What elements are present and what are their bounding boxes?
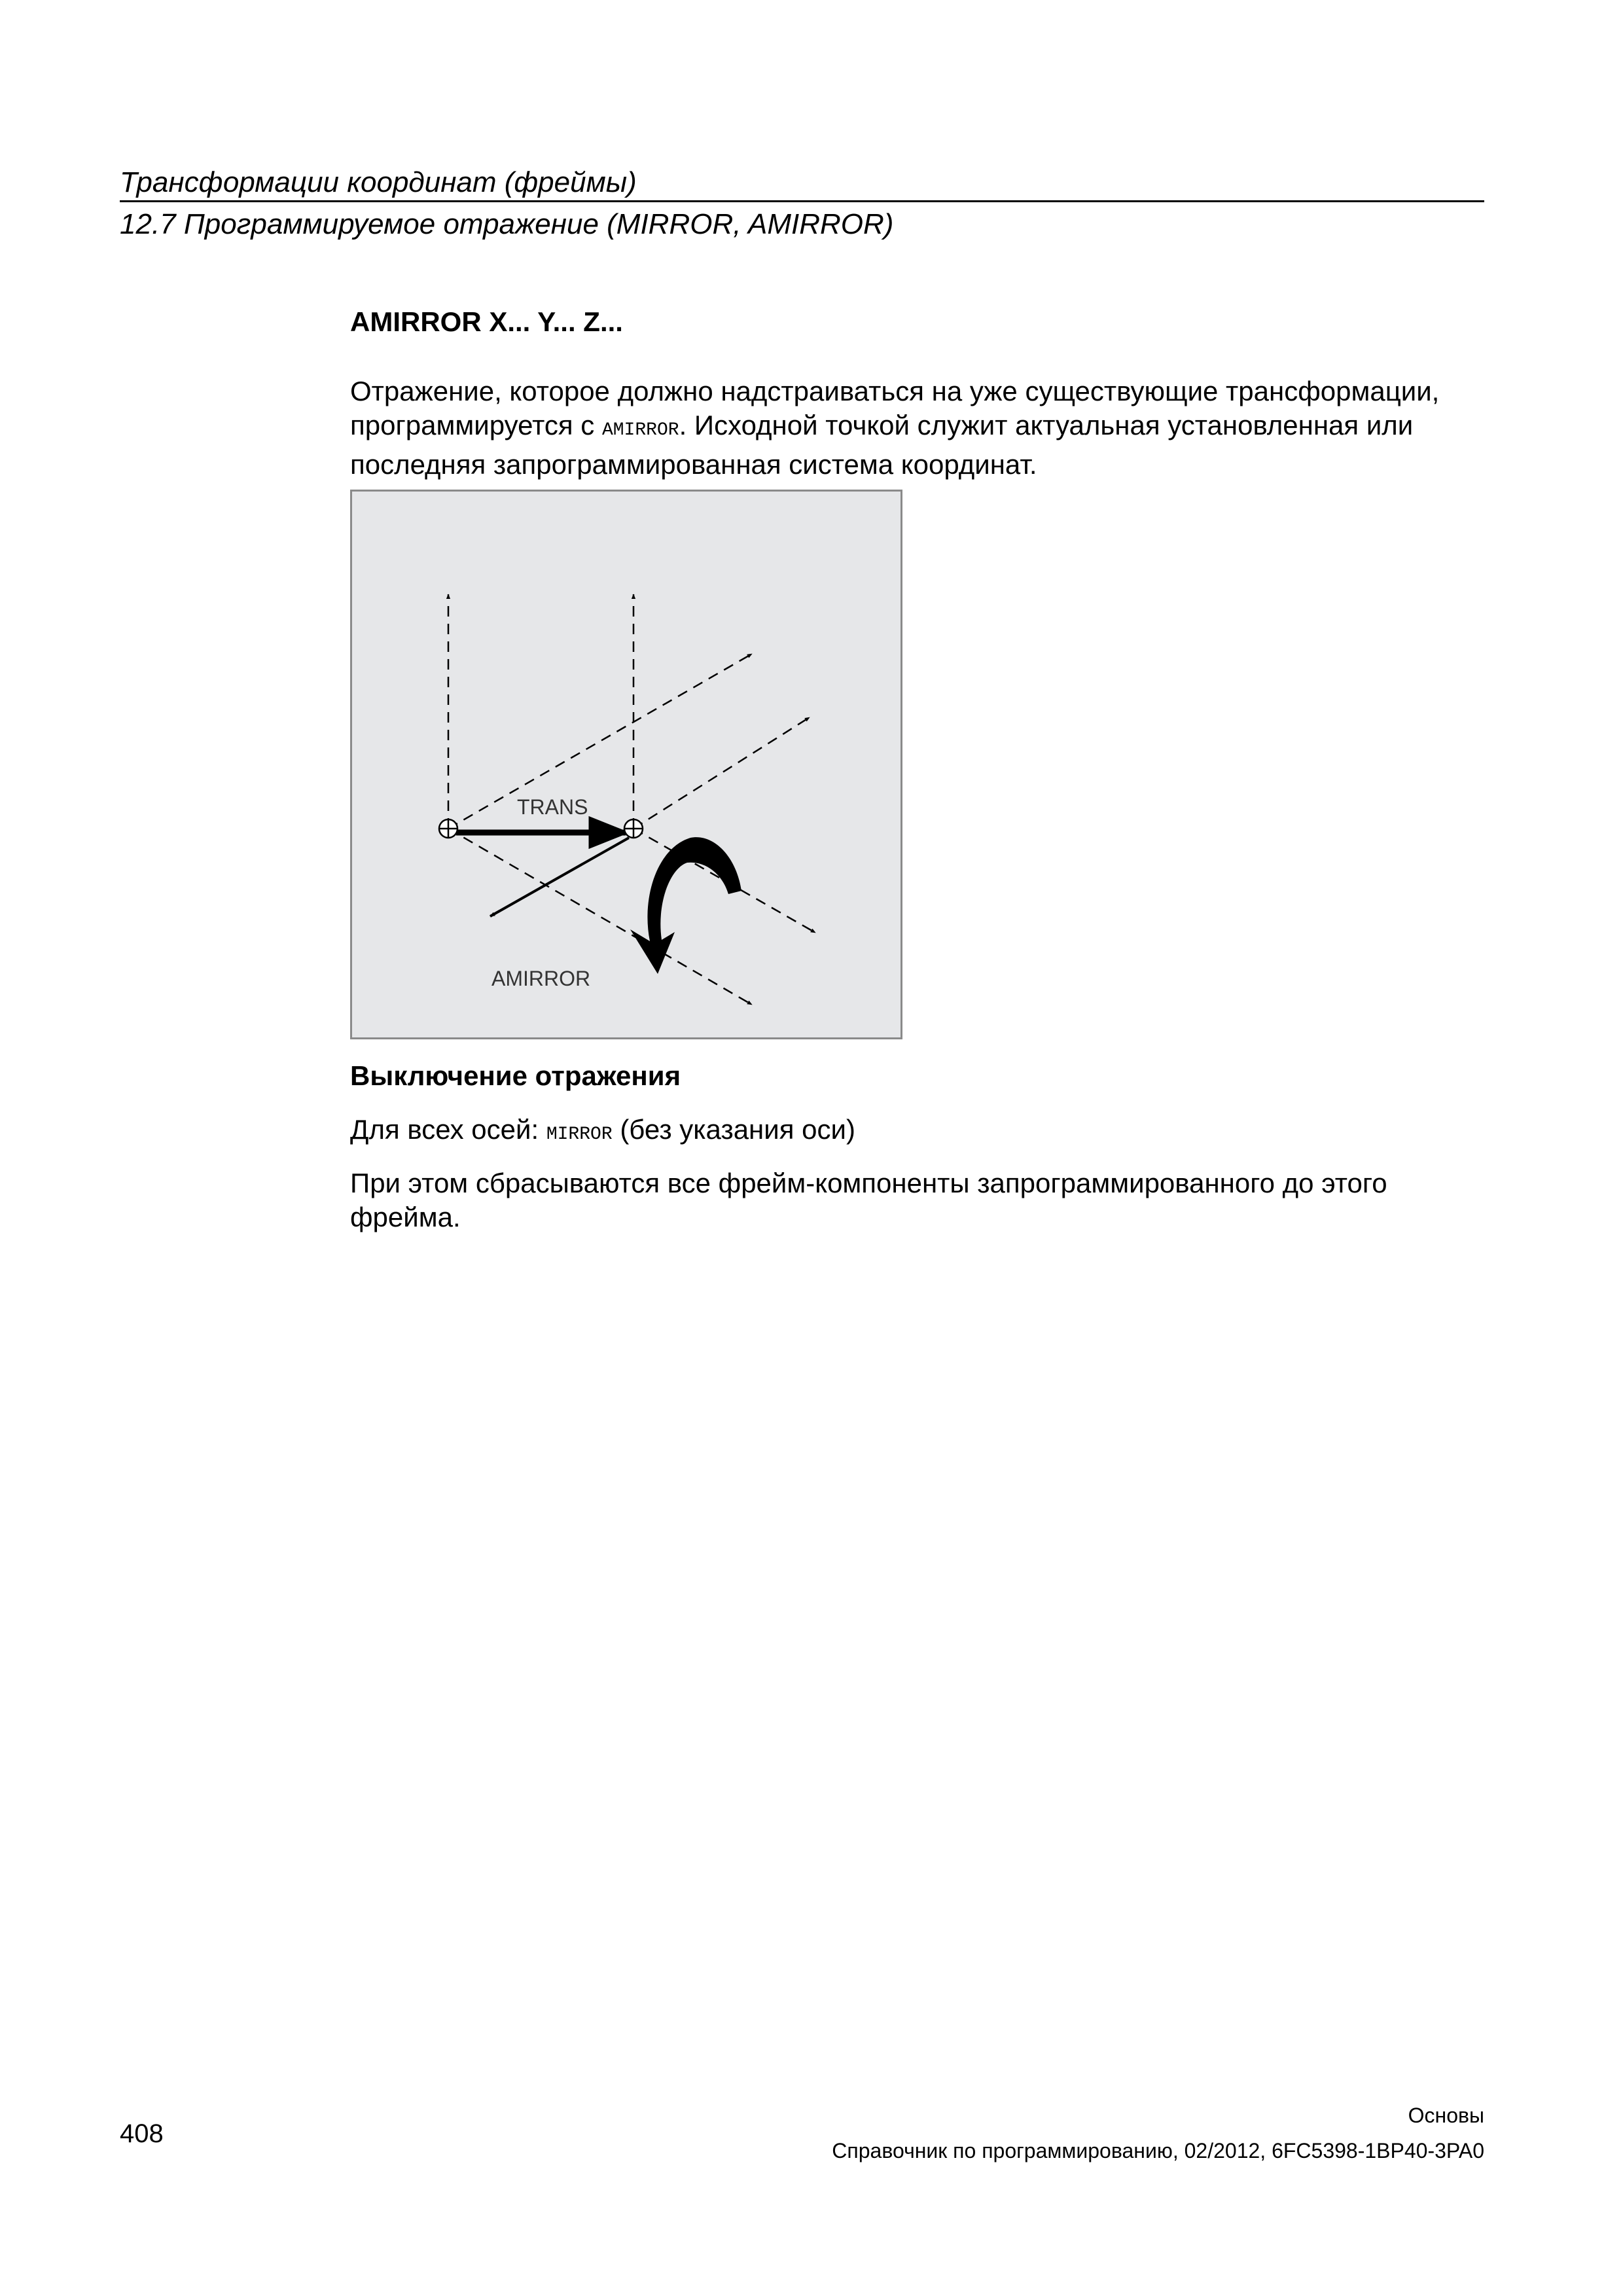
running-header-section: 12.7 Программируемое отражение (MIRROR, AMIRROR) — [120, 208, 894, 240]
amirror-label: AMIRROR — [491, 967, 591, 990]
mirror-off-text-1: Для всех осей: — [350, 1114, 546, 1145]
footer-book-title: Основы — [1408, 2104, 1484, 2127]
mirror-off-line — [350, 1113, 1476, 1152]
running-header-chapter: Трансформации координат (фреймы) — [120, 166, 637, 198]
header-divider — [120, 200, 1484, 202]
page-number: 408 — [120, 2119, 164, 2148]
mirror-off-section — [350, 1060, 1476, 1234]
mirror-off-heading: Выключение отражения — [350, 1060, 681, 1091]
amirror-code: AMIRROR — [601, 420, 679, 440]
diagram-background — [351, 491, 902, 1039]
amirror-description — [350, 374, 1476, 482]
amirror-description-text-1: Отражение, которое должно надстраиваться на уже существующие трансформации, программируется с — [350, 376, 1440, 440]
trans-label: TRANS — [517, 795, 588, 819]
amirror-diagram — [350, 490, 902, 1039]
mirror-code: MIRROR — [546, 1124, 613, 1145]
amirror-description-text-2: . Исходной точкой служит актуальная установленная или последняя запрограммированная система координат. — [350, 410, 1414, 480]
amirror-section — [350, 306, 1476, 482]
origin-base — [439, 819, 457, 838]
footer-reference: Справочник по программированию, 02/2012, 6FC5398-1BP40-3PA0 — [832, 2139, 1484, 2162]
mirror-off-description: При этом сбрасываются все фрейм-компоненты запрограммированного до этого фрейма. — [350, 1168, 1387, 1232]
amirror-heading: AMIRROR X... Y... Z... — [350, 306, 623, 337]
mirror-off-text-2: (без указания оси) — [612, 1114, 855, 1145]
origin-shifted — [624, 819, 643, 838]
